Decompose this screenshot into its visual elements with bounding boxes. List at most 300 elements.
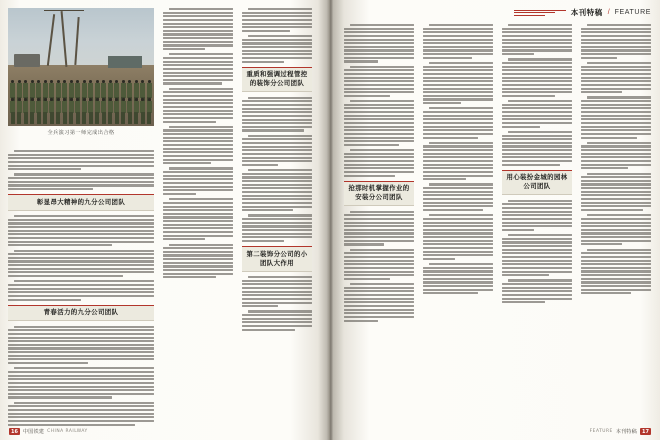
body-text-line [502, 287, 572, 289]
body-text-line [8, 413, 154, 415]
body-text-line [423, 73, 493, 75]
text-column-4 [344, 24, 414, 325]
photo-crew-figure [82, 98, 87, 124]
body-text-line [581, 57, 617, 59]
body-text-line [344, 252, 414, 254]
body-text-line [8, 230, 154, 232]
body-text-line [581, 274, 651, 276]
body-text-line [429, 142, 493, 144]
body-text-line [423, 115, 493, 117]
body-text-line [581, 160, 651, 162]
body-text-line [502, 271, 572, 273]
body-text-line [163, 247, 233, 249]
body-text-line [344, 133, 414, 135]
body-text-line [344, 60, 378, 62]
body-text-line [423, 88, 493, 90]
body-text-line [581, 278, 651, 280]
body-text-line [8, 244, 112, 246]
body-text-line [8, 260, 154, 262]
body-text-line [502, 298, 572, 300]
body-text-line [423, 229, 493, 231]
body-text-line [242, 173, 312, 175]
body-text-line [344, 243, 384, 245]
folio-left-cn: 中国铁建 [22, 429, 45, 435]
body-text-line [587, 249, 651, 251]
body-text-line [8, 340, 154, 342]
body-text-line [429, 214, 493, 216]
text-column-2 [163, 8, 233, 282]
photo-crew-figure [108, 98, 113, 124]
body-text-line [581, 129, 651, 131]
body-text-line [163, 186, 233, 188]
body-paragraph [242, 276, 312, 307]
body-text-line [344, 95, 390, 97]
body-text-line [242, 142, 312, 144]
body-text-line [163, 182, 233, 184]
body-text-line [163, 57, 233, 59]
photo-crew-row-front [10, 90, 152, 124]
body-text-line [163, 144, 233, 146]
body-text-line [242, 19, 312, 21]
body-text-line [163, 159, 233, 161]
body-text-line [344, 222, 414, 224]
body-paragraph [423, 62, 493, 104]
body-text-line [581, 252, 651, 254]
body-text-line [242, 146, 312, 148]
photo-crew-figure [43, 98, 48, 124]
body-paragraph [581, 142, 651, 170]
body-text-line [502, 107, 572, 109]
body-text-line [163, 269, 233, 271]
body-text-line [344, 49, 414, 51]
body-text-line [581, 218, 651, 220]
body-text-line [344, 225, 414, 227]
body-paragraph [242, 8, 312, 32]
body-paragraph [502, 131, 572, 166]
body-text-line [344, 232, 414, 234]
body-text-line [344, 298, 414, 300]
body-text-line [344, 69, 414, 71]
body-text-line [502, 73, 572, 75]
body-text-line [502, 95, 555, 97]
body-text-line [502, 31, 572, 33]
photo-caption: 全兵演习第一师完成出合格 [47, 130, 115, 136]
photo-crew-figure [95, 98, 100, 124]
body-text-line [423, 243, 493, 245]
body-text-line [163, 44, 233, 46]
body-text-line [163, 220, 233, 222]
body-paragraph [423, 142, 493, 181]
body-text-line [581, 205, 651, 207]
body-text-line [581, 267, 651, 269]
body-text-line [423, 91, 493, 93]
body-text-line [242, 111, 312, 113]
folio-right-en: FEATURE [589, 429, 613, 434]
body-text-line [344, 115, 414, 117]
body-text-line [344, 290, 414, 292]
body-text-line [581, 187, 651, 189]
body-text-line [344, 28, 414, 30]
body-text-line [8, 257, 154, 259]
body-text-line [508, 279, 572, 281]
body-text-line [429, 107, 493, 109]
body-text-line [163, 140, 233, 142]
body-text-line [242, 129, 304, 131]
body-text-line [163, 117, 233, 119]
body-text-line [344, 107, 414, 109]
body-text-line [8, 362, 88, 364]
body-text-line [242, 206, 312, 208]
body-text-line [581, 126, 651, 128]
body-text-line [502, 118, 572, 120]
body-text-line [242, 39, 312, 41]
body-text-line [163, 23, 233, 25]
body-paragraph [502, 200, 572, 231]
body-text-line [423, 49, 493, 51]
body-paragraph [423, 24, 493, 59]
body-text-line [423, 149, 493, 151]
body-text-line [242, 57, 312, 59]
body-text-line [8, 389, 154, 391]
body-text-line [163, 102, 233, 104]
body-text-line [8, 188, 93, 190]
body-text-line [423, 118, 493, 120]
body-text-line [344, 42, 414, 44]
body-paragraph [163, 198, 233, 240]
header-title-en: FEATURE [614, 9, 651, 16]
body-text-line [502, 156, 572, 158]
body-text-line [502, 256, 572, 258]
body-text-line [423, 84, 493, 86]
body-text-line [423, 164, 493, 166]
body-paragraph [423, 107, 493, 138]
text-column-7 [581, 24, 651, 298]
body-text-line [242, 23, 312, 25]
body-text-line [242, 12, 312, 14]
body-text-line [242, 325, 312, 327]
body-text-line [163, 262, 233, 264]
body-text-line [8, 337, 154, 339]
body-text-line [423, 267, 493, 269]
photo-crew-figure [10, 98, 15, 124]
section-heading-text: 第二装饰分公司的小团队大作用 [246, 249, 308, 267]
body-text-line [502, 145, 572, 147]
body-text-line [242, 218, 312, 220]
body-text-line [581, 100, 651, 102]
body-text-line [344, 267, 414, 269]
body-text-line [344, 236, 414, 238]
body-paragraph [581, 24, 651, 59]
body-text-line [14, 280, 154, 282]
body-text-line [242, 115, 312, 117]
body-text-line [423, 274, 493, 276]
body-text-line [163, 162, 211, 164]
body-text-line [423, 111, 493, 113]
body-text-line [581, 194, 651, 196]
body-text-line [163, 227, 233, 229]
photo-crew-figure [69, 98, 74, 124]
body-text-line [423, 198, 493, 200]
body-text-line [8, 393, 154, 395]
body-text-line [502, 135, 572, 137]
body-text-line [502, 115, 572, 117]
body-text-line [344, 46, 414, 48]
body-text-line [423, 69, 493, 71]
body-paragraph [8, 173, 154, 190]
body-text-line [14, 173, 154, 175]
body-text-line [423, 102, 461, 104]
body-text-line [587, 142, 651, 144]
body-text-line [242, 236, 312, 238]
body-text-line [581, 270, 651, 272]
body-text-line [344, 129, 414, 131]
body-text-line [581, 222, 651, 224]
body-text-line [242, 191, 312, 193]
body-paragraph [581, 62, 651, 93]
photo-crew-figure [30, 98, 35, 124]
body-text-line [14, 326, 154, 328]
body-text-line [423, 145, 493, 147]
body-text-line [344, 214, 414, 216]
body-paragraph [502, 58, 572, 97]
body-text-line [242, 184, 312, 186]
body-paragraph [163, 8, 233, 50]
section-heading [242, 246, 312, 272]
body-text-line [581, 66, 651, 68]
body-text-line [242, 42, 312, 44]
body-text-line [14, 402, 154, 404]
body-text-line [242, 294, 312, 296]
body-text-line [502, 35, 572, 37]
body-text-line [344, 301, 414, 303]
body-paragraph [581, 249, 651, 295]
body-text-line [423, 240, 493, 242]
body-text-line [163, 26, 233, 28]
body-text-line [502, 164, 560, 166]
body-text-line [242, 298, 312, 300]
body-text-line [502, 84, 572, 86]
body-text-line [502, 241, 572, 243]
body-text-line [344, 35, 414, 37]
body-text-line [163, 216, 233, 218]
body-text-line [163, 110, 233, 112]
body-text-line [350, 149, 414, 151]
body-text-line [8, 241, 154, 243]
body-text-line [423, 153, 493, 155]
body-paragraph [8, 367, 154, 398]
folio-left-en: CHINA RAILWAY [47, 429, 88, 434]
body-text-line [502, 149, 572, 151]
body-text-line [242, 280, 312, 282]
body-text-line [508, 58, 572, 60]
body-text-line [423, 28, 493, 30]
body-paragraph [344, 100, 414, 146]
body-text-line [163, 251, 233, 253]
body-text-line [502, 62, 572, 64]
body-text-line [8, 299, 81, 301]
body-text-line [344, 80, 414, 82]
body-text-line [581, 153, 651, 155]
body-text-line [248, 169, 312, 171]
body-text-line [344, 171, 414, 173]
body-text-line [581, 118, 651, 120]
body-paragraph [8, 280, 154, 300]
body-text-line [344, 287, 414, 289]
body-paragraph [8, 250, 154, 278]
body-text-line [429, 263, 493, 265]
body-text-line [344, 137, 414, 139]
body-text-line [581, 198, 651, 200]
body-text-line [423, 270, 493, 272]
body-text-line [587, 24, 651, 26]
body-text-line [502, 49, 572, 51]
body-text-line [581, 180, 651, 182]
text-column-1 [8, 150, 154, 429]
body-text-line [8, 358, 154, 360]
body-text-line [163, 238, 205, 240]
photo-crew-figure [17, 98, 22, 124]
body-text-line [242, 50, 312, 52]
body-text-line [8, 253, 154, 255]
body-text-line [423, 258, 455, 260]
body-text-line [423, 137, 478, 139]
body-text-line [423, 35, 493, 37]
section-heading [242, 67, 312, 93]
text-column-5 [423, 24, 493, 298]
body-text-line [242, 119, 312, 121]
body-text-line [8, 424, 135, 426]
body-text-line [242, 176, 312, 178]
body-text-line [581, 49, 651, 51]
body-text-line [163, 189, 233, 191]
body-text-line [502, 207, 572, 209]
body-text-line [502, 222, 572, 224]
body-text-line [242, 180, 312, 182]
body-text-line [169, 167, 233, 169]
photo-crew-figure [127, 98, 132, 124]
body-text-line [8, 154, 154, 156]
body-text-line [14, 367, 154, 369]
body-text-line [163, 202, 233, 204]
body-paragraph [242, 310, 312, 330]
body-text-line [248, 214, 312, 216]
body-paragraph [242, 169, 312, 211]
body-text-line [248, 35, 312, 37]
body-text-line [581, 202, 651, 204]
body-text-line [344, 53, 414, 55]
body-paragraph [344, 149, 414, 177]
body-text-line [248, 310, 312, 312]
body-text-line [423, 133, 493, 135]
body-text-line [169, 244, 233, 246]
body-text-line [429, 24, 493, 26]
body-text-line [344, 122, 414, 124]
body-text-line [8, 371, 154, 373]
body-text-line [8, 161, 154, 163]
body-text-line [502, 126, 540, 128]
body-text-line [344, 88, 414, 90]
body-text-line [502, 263, 572, 265]
body-text-line [242, 287, 312, 289]
body-paragraph [502, 100, 572, 128]
body-text-line [502, 39, 572, 41]
body-text-line [163, 193, 196, 195]
body-text-line [423, 251, 493, 253]
body-text-line [169, 126, 233, 128]
body-text-line [163, 171, 233, 173]
body-text-line [8, 275, 123, 277]
body-paragraph [163, 53, 233, 84]
body-text-line [581, 240, 651, 242]
body-text-line [163, 254, 233, 256]
body-text-line [242, 61, 284, 63]
body-text-line [502, 294, 572, 296]
body-text-line [8, 288, 154, 290]
body-text-line [508, 131, 572, 133]
body-text-line [8, 378, 154, 380]
body-text-line [423, 191, 493, 193]
body-text-line [163, 155, 233, 157]
body-text-line [423, 39, 493, 41]
body-text-line [502, 88, 572, 90]
body-text-line [344, 91, 414, 93]
body-text-line [163, 276, 216, 278]
feature-photo [8, 8, 154, 126]
body-paragraph [242, 35, 312, 63]
body-text-line [581, 53, 651, 55]
body-text-line [344, 156, 414, 158]
body-text-line [8, 219, 154, 221]
body-text-line [423, 46, 493, 48]
body-text-line [344, 77, 414, 79]
body-text-line [344, 164, 414, 166]
body-text-line [508, 100, 572, 102]
body-text-line [242, 15, 312, 17]
body-text-line [344, 31, 414, 33]
body-text-line [344, 305, 414, 307]
text-column-3 [242, 8, 312, 334]
body-text-line [423, 178, 466, 180]
body-text-line [429, 62, 493, 64]
body-text-line [423, 156, 493, 158]
body-text-line [344, 144, 399, 146]
body-text-line [8, 355, 154, 357]
body-text-line [8, 333, 154, 335]
body-text-line [163, 129, 233, 131]
body-text-line [502, 203, 572, 205]
body-text-line [242, 198, 312, 200]
body-text-line [429, 183, 493, 185]
body-text-line [508, 24, 572, 26]
body-paragraph [581, 173, 651, 212]
body-paragraph [344, 211, 414, 246]
body-text-line [14, 150, 154, 152]
body-text-line [163, 82, 222, 84]
photo-crew-figure [147, 98, 152, 124]
body-text-line [350, 211, 414, 213]
body-text-line [344, 294, 414, 296]
body-text-line [163, 178, 233, 180]
body-text-line [163, 15, 233, 17]
body-text-line [581, 256, 651, 258]
body-text-line [163, 72, 233, 74]
body-text-line [163, 64, 233, 66]
body-paragraph [163, 126, 233, 165]
body-text-line [502, 267, 572, 269]
body-text-line [8, 181, 154, 183]
body-text-line [581, 122, 651, 124]
body-text-line [242, 321, 312, 323]
